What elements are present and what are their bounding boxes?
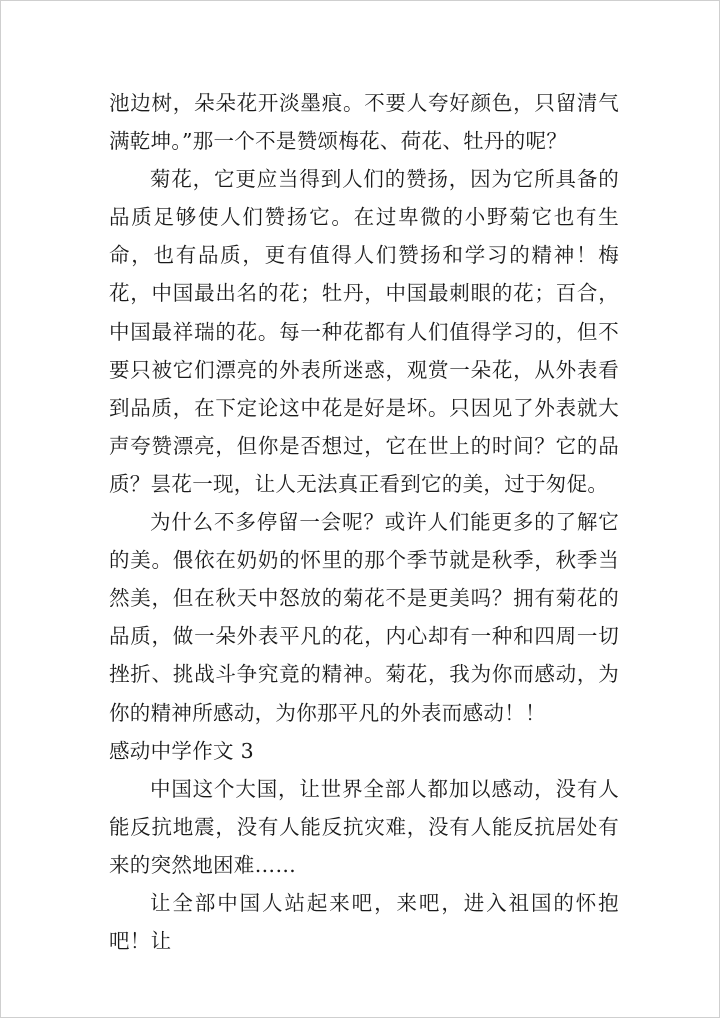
paragraph-1: 池边树，朵朵花开淡墨痕。不要人夸好颜色，只留清气满乾坤。”那一个不是赞颂梅花、荷花、牡丹的呢？ — [109, 91, 619, 154]
paragraph-5: 让全部中国人站起来吧，来吧，进入祖国的怀抱吧！让 — [109, 890, 619, 954]
paragraph-4: 中国这个大国，让世界全部人都加以感动，没有人能反抗地震，没有人能反抗灾难，没有人能反抗居处有来的突然地困难…… — [109, 776, 619, 877]
paragraph-2: 菊花，它更应当得到人们的赞扬，因为它所具备的品质足够使人们赞扬它。在过卑微的小野菊它也有生命，也有品质，更有值得人们赞扬和学习的精神！梅花，中国最出名的花；牡丹，中国最刺眼的花；百合，中国最祥瑞的花。每一种花都有人们值得学习的，但不要只被它们漂亮的外表所迷惑，观赏一朵花，从外表看到品质，在下定论这中花是好是坏。只因见了外表就大声夸赞漂亮，但你是否想过，它在世上的时间？它的品质？昙花一现，让人无法真正看到它的美，过于匆促。 — [109, 167, 619, 496]
paragraph-3: 为什么不多停留一会呢？或许人们能更多的了解它的美。偎依在奶奶的怀里的那个季节就是秋季，秋季当然美，但在秋天中怒放的菊花不是更美吗？拥有菊花的品质，做一朵外表平凡的花，内心却有一种和四周一切挫折、挑战斗争究竟的精神。菊花，我为你而感动，为你的精神所感动，为你那平凡的外表而感动！！ — [109, 510, 619, 725]
section-heading: 感动中学作文 3 — [109, 738, 254, 763]
document-body — [109, 84, 619, 960]
